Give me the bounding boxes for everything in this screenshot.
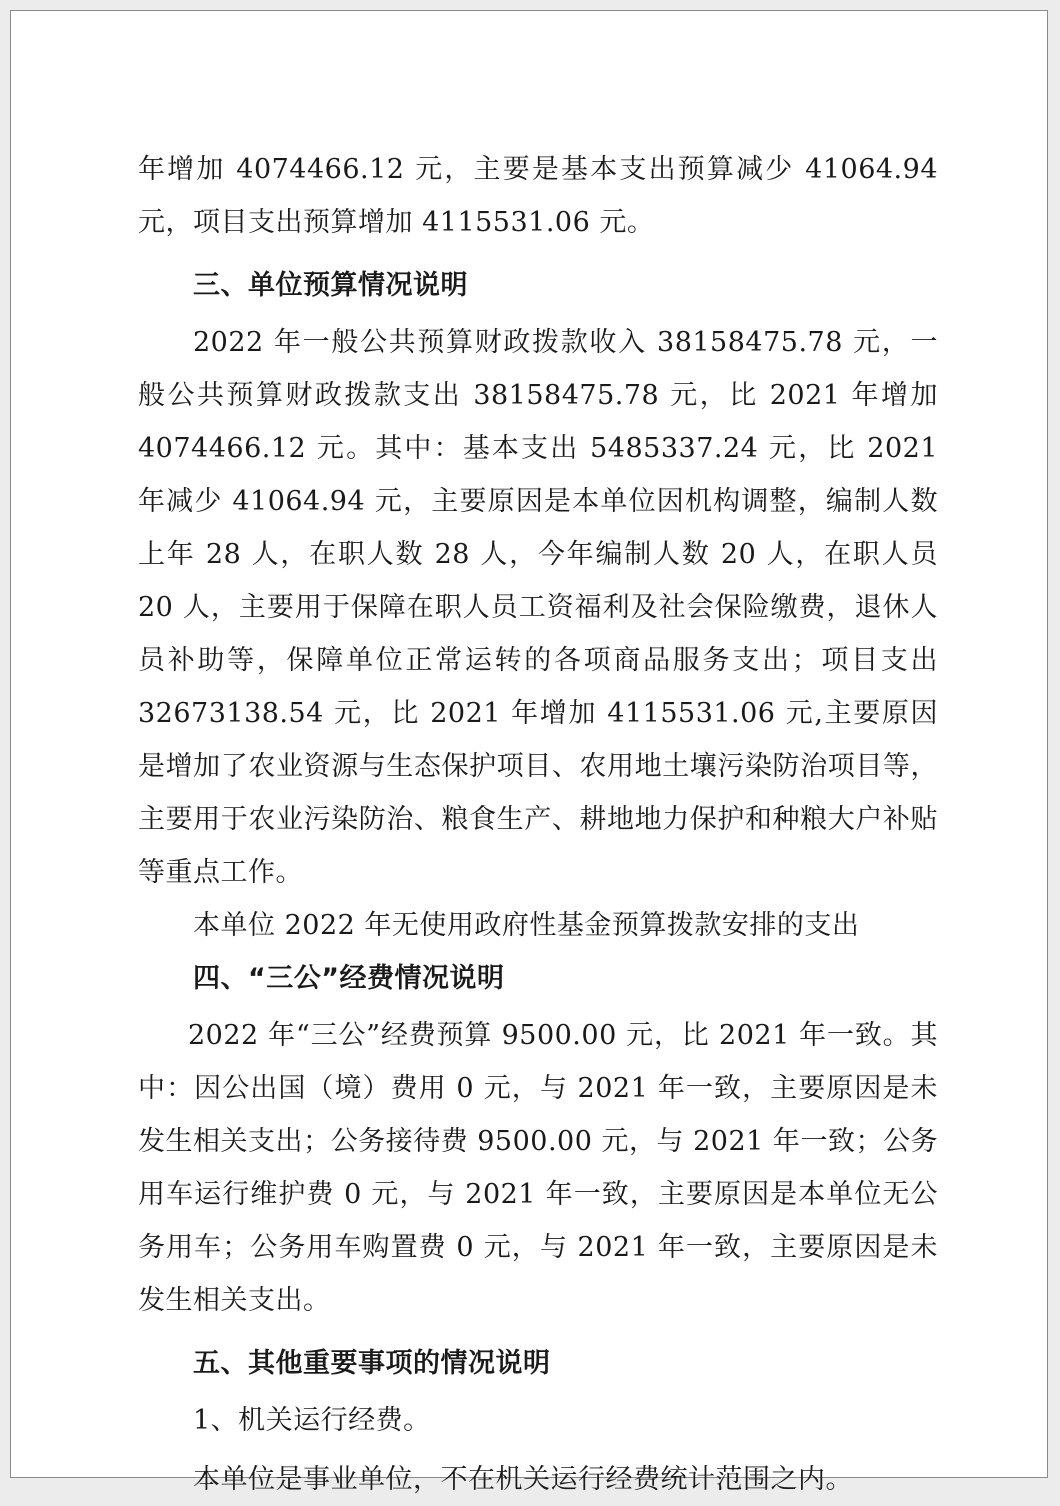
section-heading-other-matters: 五、其他重要事项的情况说明 bbox=[193, 1348, 551, 1379]
paragraph-budget-increase: 年增加 4074466.12 元，主要是基本支出预算减少 41064.94 元，项目支出预算增加 4115531.06 元。 bbox=[138, 154, 938, 238]
paragraph-institution-note: 本单位是事业单位，不在机关运行经费统计范围之内。 bbox=[193, 1464, 853, 1495]
document-body bbox=[138, 143, 938, 1506]
document-page bbox=[10, 10, 1048, 1495]
paragraph-government-fund: 本单位 2022 年无使用政府性基金预算拨款安排的支出 bbox=[193, 910, 860, 941]
paragraph-unit-budget: 2022 年一般公共预算财政拨款收入 38158475.78 元，一般公共预算财政拨款支出 38158475.78 元，比 2021 年增加 4074466.12 元。其中：基本支出 5485337.24 元，比 2021 年减少 41064.94 元，主要原因是本单位因机构调整，编制人数上年 28 人，在职人数 28 人，今年编制人数 20 人，在职人员 20 人，主要用于保障在职人员工资福利及社会保险缴费，退休人员补助等，保障单位正常运转的各项商品服务支出；项目支出 32673138.54 元，比 2021 年增加 4115531.06 元,主要原因是增加了农业资源与生态保护项目、农用地土壤污染防治项目等，主要用于农业污染防治、粮食生产、耕地地力保护和种粮大户补贴等重点工作。 bbox=[138, 327, 938, 888]
section-heading-three-public: 四、“三公”经费情况说明 bbox=[193, 963, 505, 994]
paragraph-three-public: 2022 年“三公”经费预算 9500.00 元，比 2021 年一致。其中：因公出国（境）费用 0 元，与 2021 年一致，主要原因是未发生相关支出；公务接待费 9500.00 元，与 2021 年一致；公务用车运行维护费 0 元，与 2021 年一致，主要原因是本单位无公务用车；公务用车购置费 0 元，与 2021 年一致，主要原因是未发生相关支出。 bbox=[138, 1020, 938, 1316]
paragraph-item-1: 1、机关运行经费。 bbox=[193, 1405, 431, 1436]
section-heading-unit-budget: 三、单位预算情况说明 bbox=[193, 270, 468, 301]
